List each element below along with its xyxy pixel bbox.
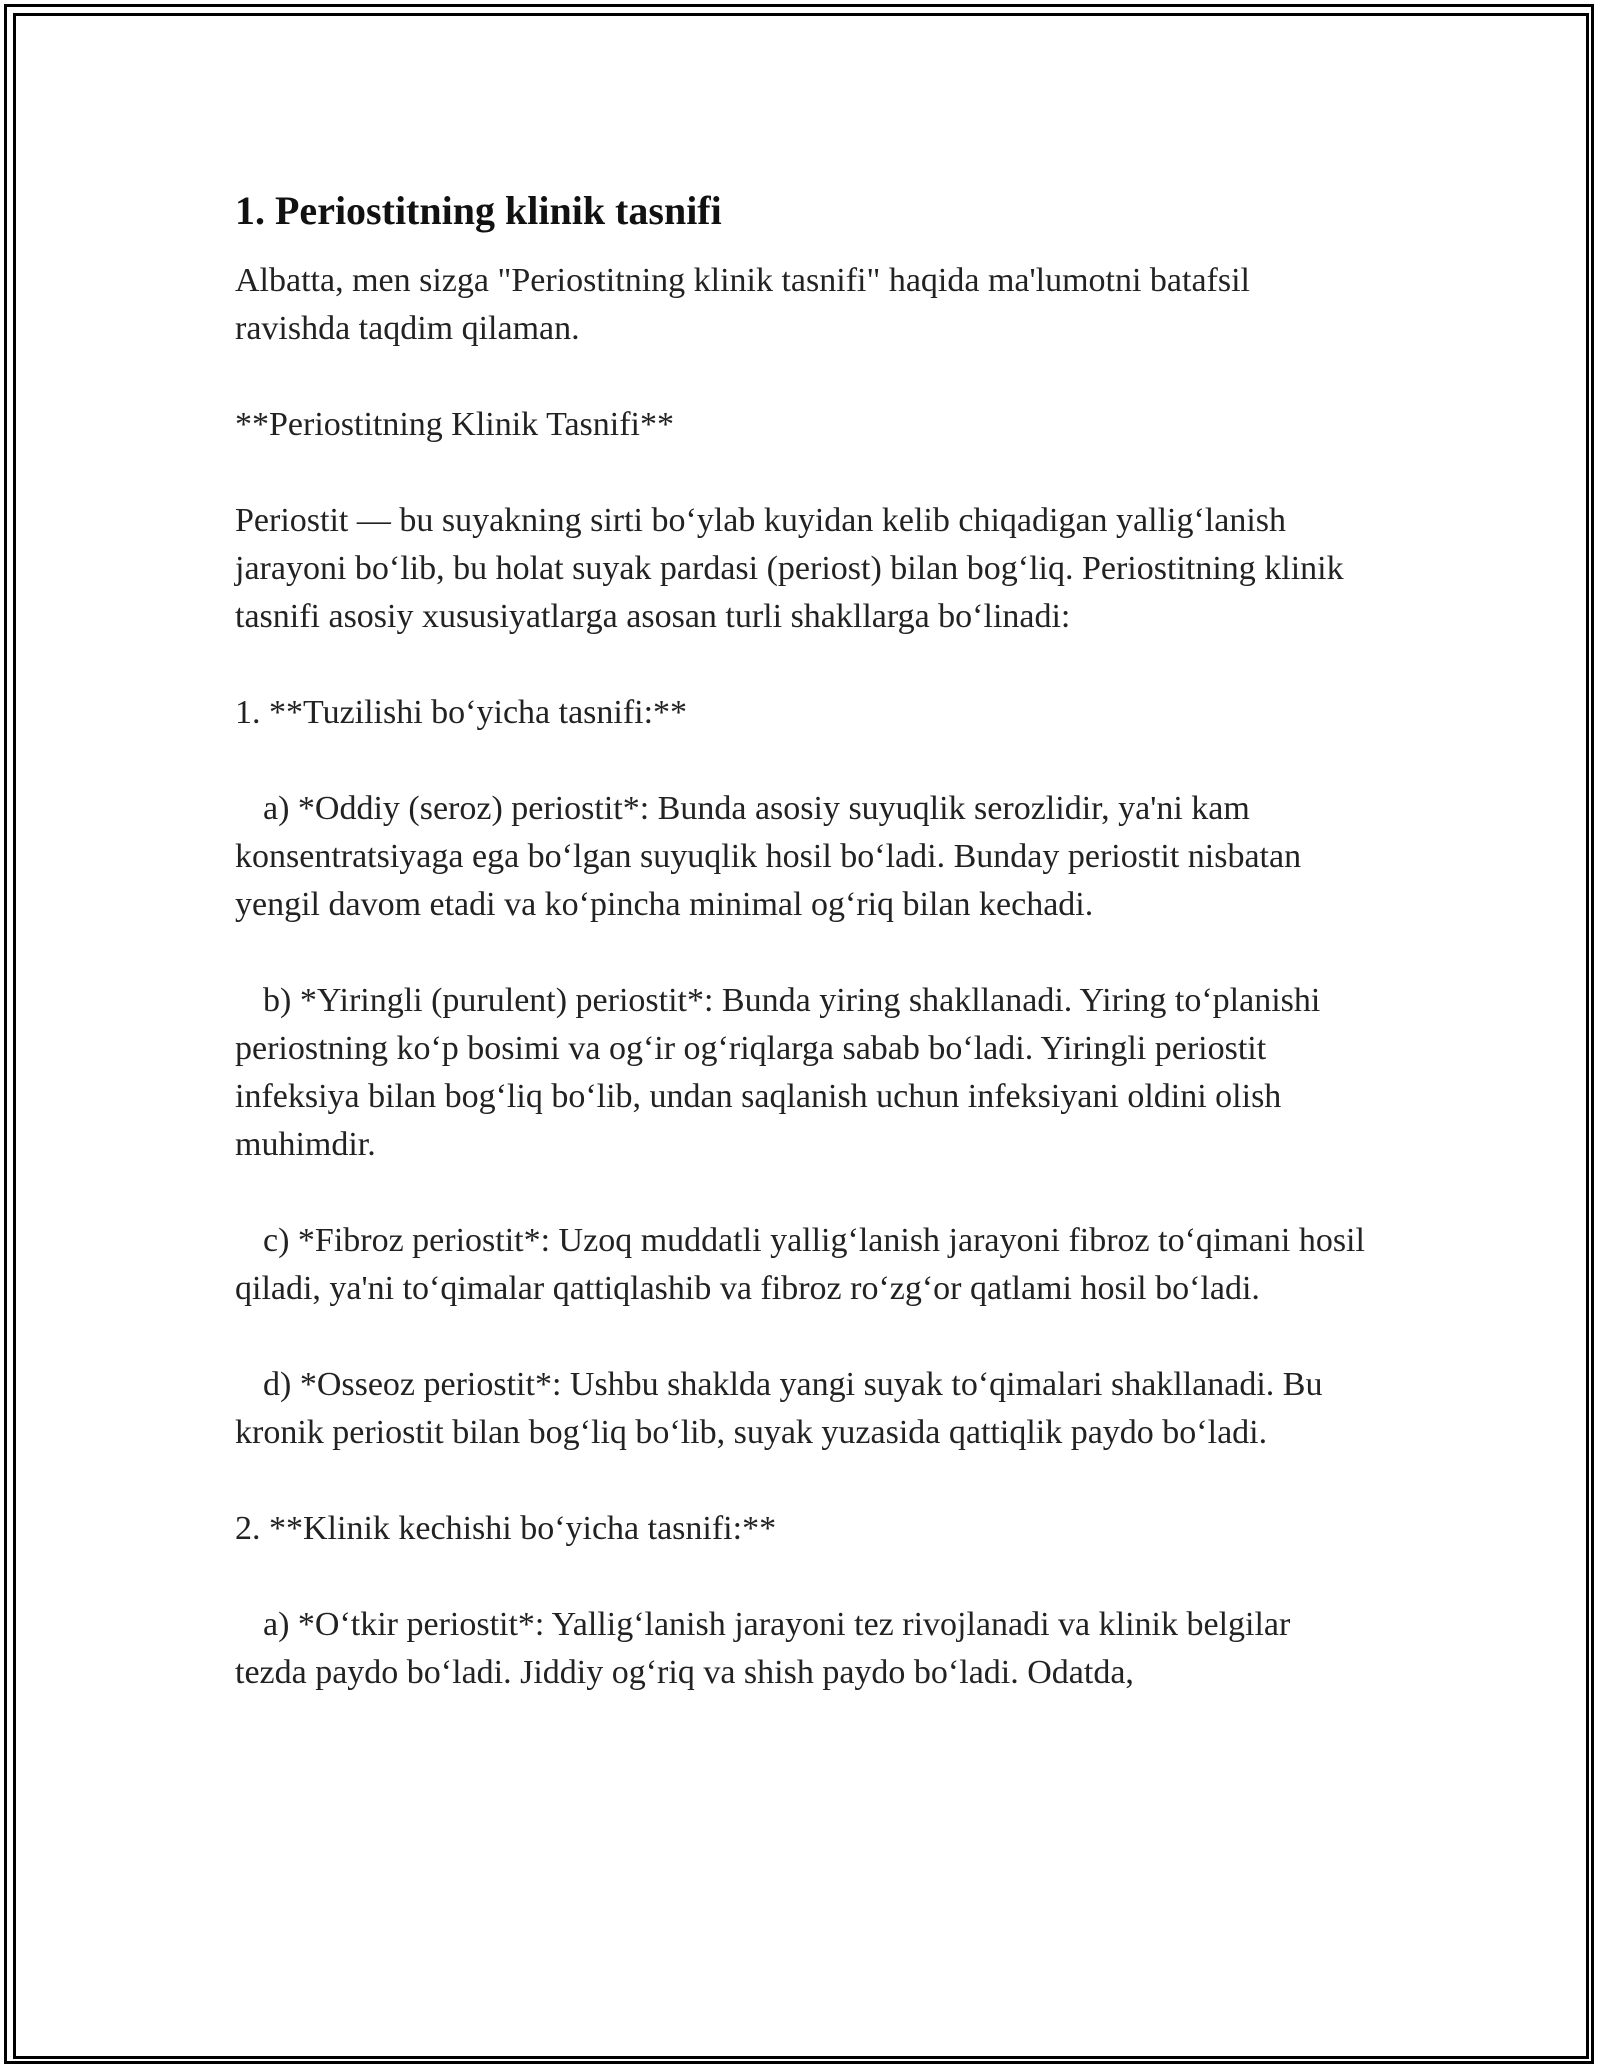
document-heading: 1. Periostitning klinik tasnifi — [235, 188, 722, 233]
paragraph-item-1a-text: a) *Oddiy (seroz) periostit*: Bunda asosiy suyuqlik serozlidir, ya'ni kam konsentratsiyaga ega bo‘lgan suyuqlik hosil bo‘ladi. Bunday periostit nisbatan yengil davom etadi va ko‘pincha minimal og‘riq bilan kechadi. — [235, 790, 1302, 923]
paragraph-list-heading-1: 1. **Tuzilishi bo‘yicha tasnifi:** — [235, 694, 688, 731]
paragraph-item-1a — [235, 785, 1365, 929]
paragraph-item-1d — [235, 1361, 1365, 1457]
paragraph-item-1d-text: d) *Osseoz periostit*: Ushbu shaklda yangi suyak to‘qimalari shakllanadi. Bu kronik periostit bilan bog‘liq bo‘lib, suyak yuzasida qattiqlik paydo bo‘ladi. — [235, 1366, 1323, 1451]
paragraph-definition: Periostit — bu suyakning sirti bo‘ylab kuyidan kelib chiqadigan yallig‘lanish jarayoni bo‘lib, bu holat suyak pardasi (periost) bilan bog‘liq. Periostitning klinik tasnifi asosiy xususiyatlarga asosan turli shakllarga bo‘linadi: — [235, 502, 1344, 635]
paragraph-item-1b-text: b) *Yiringli (purulent) periostit*: Bunda yiring shakllanadi. Yiring to‘planishi periostning ko‘p bosimi va og‘ir og‘riqlarga sabab bo‘ladi. Yiringli periostit infeksiya bilan bog‘liq bo‘lib, undan saqlanish uchun infeksiyani oldini olish muhimdir. — [235, 982, 1321, 1163]
paragraph-intro: Albatta, men sizga "Periostitning klinik tasnifi" haqida ma'lumotni batafsil ravishda taqdim qilaman. — [235, 262, 1250, 347]
paragraph-section-title: **Periostitning Klinik Tasnifi** — [235, 406, 674, 443]
paragraph-item-2a-text: a) *O‘tkir periostit*: Yallig‘lanish jarayoni tez rivojlanadi va klinik belgilar tezda paydo bo‘ladi. Jiddiy og‘riq va shish paydo bo‘ladi. Odatda, — [235, 1606, 1291, 1691]
paragraph-item-1c — [235, 1217, 1365, 1313]
paragraph-item-2a — [235, 1601, 1365, 1697]
paragraph-item-1b — [235, 977, 1365, 1169]
document-body — [235, 185, 1365, 1745]
paragraph-list-heading-2: 2. **Klinik kechishi bo‘yicha tasnifi:** — [235, 1510, 777, 1547]
paragraph-item-1c-text: c) *Fibroz periostit*: Uzoq muddatli yallig‘lanish jarayoni fibroz to‘qimani hosil qiladi, ya'ni to‘qimalar qattiqlashib va fibroz ro‘zg‘or qatlami hosil bo‘ladi. — [235, 1222, 1365, 1307]
